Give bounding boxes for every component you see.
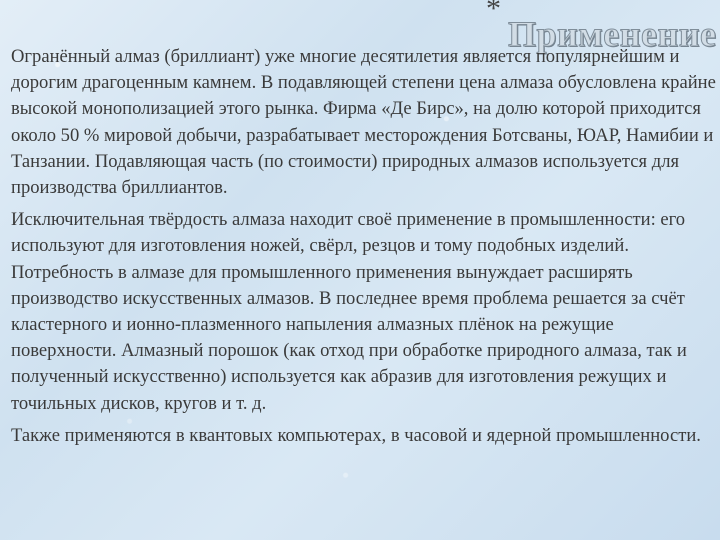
paragraph-industrial-use: Исключительная твёрдость алмаза находит своё применение в промышленности: его используют для изготовления ножей, свёрл, резцов и тому подобных изделий. Потребность в алмазе для промышленного применения вынуждает расширять производство искусственных алмазов. В последнее время проблема решается за счёт кластерного и ионно-плазменного напыления алмазных плёнок на режущие поверхности. Алмазный порошок (как отход при обработке природного алмаза, так и полученный искусственно) используется как абразив для изготовления режущих и точильных дисков, кругов и т. д. xyxy=(11,209,687,414)
paragraph-diamond-jewelry: Огранённый алмаз (бриллиант) уже многие десятилетия является популярнейшим и дорогим драгоценным камнем. В подавляющей степени цена алмаза обусловлена крайне высокой монополизацией этого рынка. Фирма «Де Бирс», на долю которой приходится около 50 % мировой добычи, разрабатывает месторождения Ботсваны, ЮАР, Намибии и Танзании. Подавляющая часть (по стоимости) природных алмазов используется для производства бриллиантов. xyxy=(11,46,716,199)
slide-body xyxy=(11,44,717,455)
slide-title: Применение xyxy=(508,14,717,54)
title-asterisk-icon: * xyxy=(486,0,501,25)
paragraph-other-uses: Также применяются в квантовых компьютерах, в часовой и ядерной промышленности. xyxy=(11,424,701,446)
